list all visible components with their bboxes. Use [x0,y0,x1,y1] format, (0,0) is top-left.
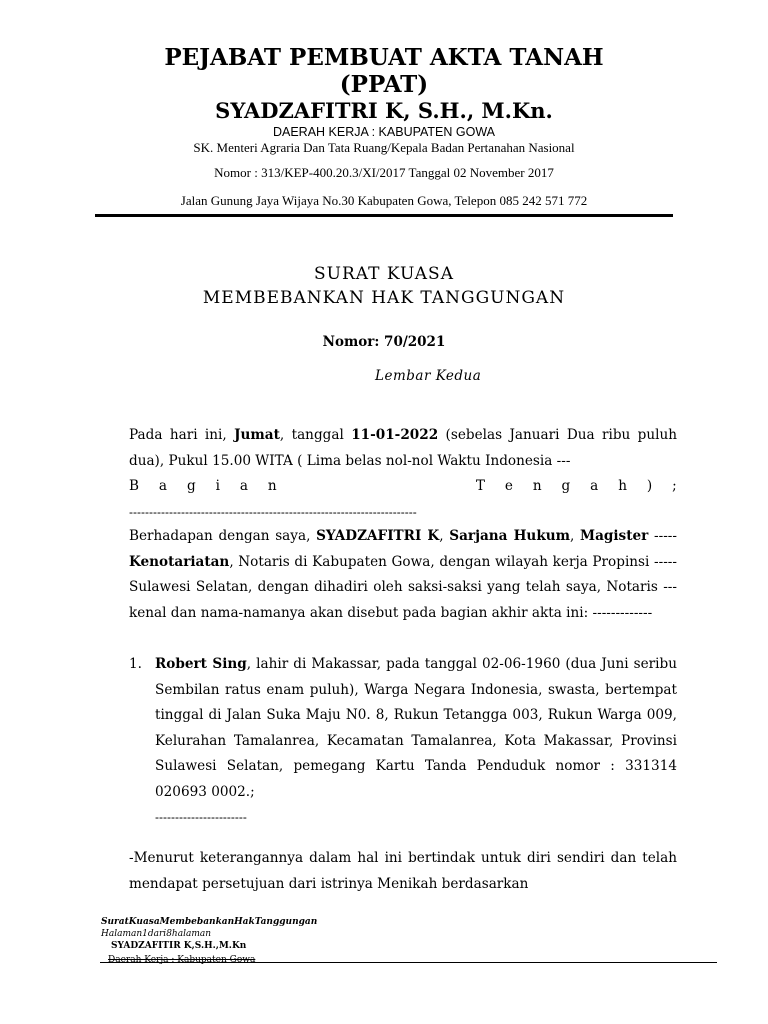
footer-daerah: Daerah Kerja : Kabupaten Gowa [108,955,256,965]
header-divider [95,214,673,217]
header-title-line2: (PPAT) [339,71,429,98]
spread-char: g [186,478,196,494]
document-sheet-label: Lembar Kedua [375,368,482,384]
spread-char: a [590,478,599,494]
spread-char: a [239,478,248,494]
footer-page-count: Halaman1dari8halaman [101,929,212,939]
opening-dash-line: ------------------------------------------------------------------------ [129,504,417,519]
list-item [129,652,677,832]
statement-text: -Menurut keterangannya dalam hal ini bertindak untuk diri sendiri dan telah mendapat persetujuan dari istrinya Menikah berdasarkan [129,850,677,892]
spread-char: n [267,478,277,494]
spread-char: ; [672,478,677,494]
appearance-text-b: , [439,528,450,544]
paragraph-opening [129,423,677,525]
spread-char: g [561,478,571,494]
spread-char: a [158,478,168,494]
opening-text-c: (sebelas Januari Dua ribu puluh dua), Pukul 15.00 WITA ( Lima belas nol-nol Waktu Indonesia --- [129,427,678,469]
notary-name: SYADZAFITRI K [316,528,440,544]
header-ppat-name: SYADZAFITRI K, S.H., M.Kn. [215,98,553,123]
paragraph-appearance [129,524,677,626]
appearance-text-a: Berhadapan dengan saya, [129,528,317,544]
list-item-number: 1. [129,656,142,672]
document-title-line2: MEMBEBANKAN HAK TANGGUNGAN [202,288,566,308]
opening-text-a: Pada hari ini, [129,427,235,443]
spread-char: B [129,478,139,494]
list-item-body [155,652,677,831]
spread-char: ) [646,478,653,494]
party-name: Robert Sing [155,656,247,672]
paragraph-statement [129,846,677,897]
footer-doc-title: SuratKuasaMembebankanHakTanggungan [101,917,318,927]
spread-char: e [504,478,513,494]
notary-degree-2: Magister [580,528,649,544]
opening-day: Jumat [234,427,280,443]
appearance-text-e: , Notaris di Kabupaten Gowa, dengan wilayah kerja Propinsi -----Sulawesi Selatan, dengan dihadiri oleh saksi-saksi yang telah saya, Notaris ---kenal dan nama-namanya akan disebut pada bagian akhir akta ini: ------------- [129,553,677,621]
notary-degree-3: Kenotariatan [129,553,230,570]
spread-char: i [215,478,220,494]
appearance-text-c: , [570,528,581,544]
opening-text-b: , tanggal [279,427,352,443]
footer-ppat-name: SYADZAFITIR K,S.H.,M.Kn [111,941,247,951]
appearance-text-d: ----- [654,528,677,544]
header-sk-nomor: Nomor : 313/KEP-400.20.3/XI/2017 Tanggal 02 November 2017 [214,165,554,180]
party-dash-line: ----------------------- [155,810,247,824]
notary-degree-1: Sarjana Hukum [449,528,571,544]
party-details: , lahir di Makassar, pada tanggal 02-06-1960 (dua Juni seribu Sembilan ratus enam puluh), Warga Negara Indonesia, swasta, bertempat tinggal di Jalan Suka Maju N0. 8, Rukun Tetangga 003, Rukun Warga 009, Kelurahan Tamalanrea, Kecamatan Tamalanrea, Kota Makassar, Provinsi Sulawesi Selatan, pemegang Kartu Tanda Penduduk nomor : 331314 020693 0002.; [155,656,677,800]
document-title-line1: SURAT KUASA [314,264,454,284]
header-title-line1: PEJABAT PEMBUAT AKTA TANAH [164,44,604,71]
opening-spread-line [129,474,677,500]
spread-char: h [618,478,627,494]
document-number: Nomor: 70/2021 [322,334,446,350]
header-address: Jalan Gunung Jaya Wijaya No.30 Kabupaten Gowa, Telepon 085 242 571 772 [180,193,588,208]
spread-char: n [532,478,542,494]
spread-char: T [475,478,485,494]
header-daerah-kerja: DAERAH KERJA : KABUPATEN GOWA [272,125,496,139]
opening-date: 11-01-2022 [351,427,439,443]
header-sk: SK. Menteri Agraria Dan Tata Ruang/Kepala Badan Pertanahan Nasional [193,140,575,155]
